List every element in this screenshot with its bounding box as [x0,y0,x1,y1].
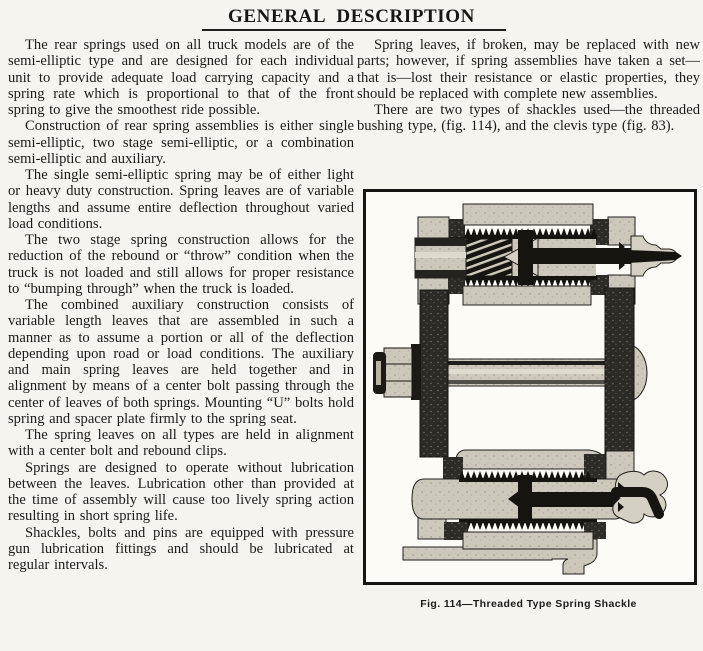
paragraph: The combined auxiliary construction consists of variable length leaves that are assembled in such a manner as to assume a portion or all of the deflection depending upon road or load conditions. The auxiliary and main spring leaves are held together and in alignment by means of a center bolt passing through the center of leaves of both springs. Mounting “U” bolts hold spring and spacer plate firmly to the spring seat. [8,297,354,427]
paragraph: Construction of rear spring assemblies is either single semi-elliptic, two stage semi-elliptic, or a combination semi-elliptic and auxiliary. [8,118,354,167]
spring-shackle-drawing [366,192,694,582]
top-bushing-assembly [415,204,682,305]
right-column [357,37,700,135]
paragraph: Springs are designed to operate without lubrication between the leaves. Lubrication other than provided at the time of assembly will cause too lively spring action resulting in short spring life. [8,459,354,525]
left-column [8,37,354,573]
upper-strap [456,450,604,469]
paragraph: The single semi-elliptic spring may be of either light or heavy duty construction. Spring leaves are of variable lengths and assume entire deflection throughout varied load conditions. [8,167,354,232]
right-link [605,288,634,455]
thread-zigzag-bottom [459,522,591,530]
paragraph: There are two types of shackles used—the threaded bushing type, (fig. 114), and the clevis type (fig. 83). [357,102,700,135]
page-title: GENERAL DESCRIPTION [227,6,476,27]
paragraph: The two stage spring construction allows for the reduction of the rebound or “throw” condition when the truck is not loaded and still allows for proper resistance to “bumping through” when the truck is loaded. [8,232,354,297]
figure-caption: Fig. 114—Threaded Type Spring Shackle [420,598,637,610]
left-link [420,290,448,457]
paragraph: The rear springs used on all truck models are of the semi-elliptic type and are designed for each individual unit to provide adequate load carrying capacity and a spring rate which is proportional to that of the front spring to give the smoothest ride possible. [8,37,354,118]
shackle-links-and-bolt [373,288,647,457]
paragraph: The spring leaves on all types are held in alignment with a center bolt and rebound clips. [8,427,354,460]
paragraph: Spring leaves, if broken, may be replaced with new parts; however, if spring assemblies have taken a set—that is—lost their resistance or elastic properties, they should be replaced with complete new assemblies. [357,37,700,102]
paragraph: Shackles, bolts and pins are equipped with pressure gun lubrication fittings and should be lubricated at regular intervals. [8,524,354,573]
figure-114 [363,189,697,585]
bottom-bushing-assembly [403,450,667,574]
bolt-nut [384,348,412,397]
title-underline [202,29,506,31]
